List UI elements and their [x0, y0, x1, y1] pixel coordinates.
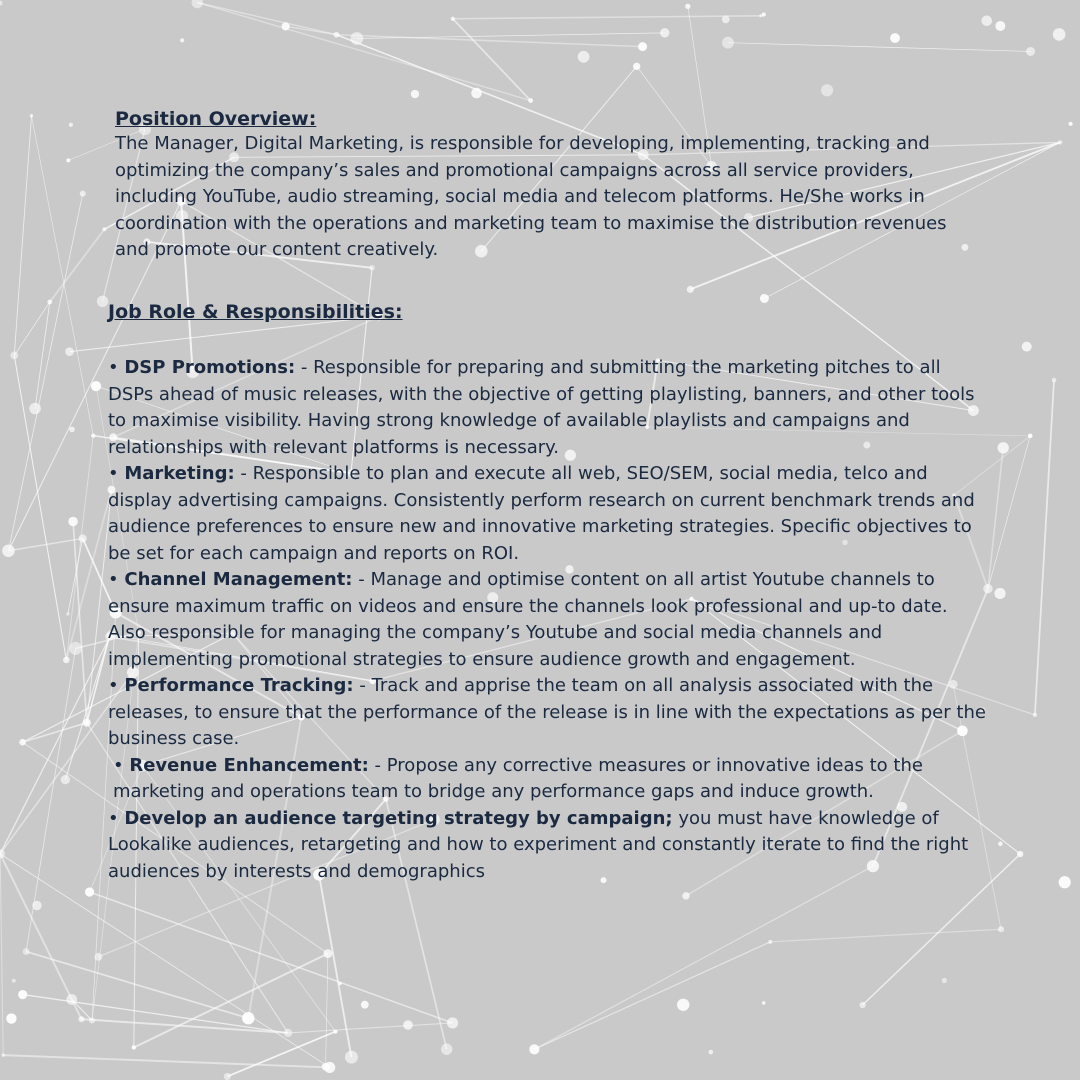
- list-item: [108, 806, 988, 886]
- overview-text: The Manager, Digital Marketing, is responsible for developing, implementing, tracking and optimizing the company’s sales and promotional campaigns across all service providers, including YouTube, audio streaming, social media and telecom platforms. He/She works in coordination with the operations and marketing team to maximise the distribution revenues and promote our content creatively.: [115, 133, 947, 260]
- item-text: - Track and apprise the team on all analysis associated with the releases, to ensure that the performance of the release is in line with the expectations as per the business case.: [108, 675, 986, 749]
- bullet: •: [108, 357, 119, 378]
- responsibilities-list: [108, 355, 988, 885]
- item-label: Revenue Enhancement:: [129, 754, 369, 776]
- item-text: - Manage and optimise content on all artist Youtube channels to ensure maximum traffic on videos and ensure the channels look professional and up-to date. Also responsible for managing the company’s Youtube and social media channels and implementing promotional strategies to ensure audience growth and engagement.: [108, 569, 948, 670]
- item-label: Marketing:: [124, 463, 235, 484]
- item-text: you must have knowledge of Lookalike audiences, retargeting and how to experiment and constantly iterate to find the right audiences by interests and demographics: [108, 807, 969, 882]
- item-label: Channel Management:: [124, 569, 353, 590]
- overview-heading: Position Overview:: [115, 108, 317, 130]
- item-label: Performance Tracking:: [124, 675, 354, 696]
- item-text: - Responsible to plan and execute all web, SEO/SEM, social media, telco and display advertising campaigns. Consistently perform research on current benchmark trends and audience preferences to ensure new and innovative marketing strategies. Specific objectives to be set for each campaign and reports on ROI.: [108, 463, 975, 564]
- responsibilities-heading: Job Role & Responsibilities:: [108, 301, 403, 323]
- list-item: [108, 673, 988, 753]
- item-label: Develop an audience targeting strategy by campaign;: [124, 807, 673, 829]
- list-item: [108, 753, 988, 806]
- list-item: [108, 567, 988, 673]
- item-label: DSP Promotions:: [124, 357, 296, 378]
- item-text: - Propose any corrective measures or innovative ideas to the marketing and operations team to bridge any performance gaps and induce growth.: [113, 754, 923, 802]
- bullet: •: [108, 675, 119, 696]
- list-item: [108, 355, 988, 461]
- item-text: - Responsible for preparing and submitting the marketing pitches to all DSPs ahead of music releases, with the objective of getting playlisting, banners, and other tools to maximise visibility. Having strong knowledge of available playlists and campaigns and relationships with relevant platforms is necessary.: [108, 357, 975, 458]
- bullet: •: [108, 807, 119, 829]
- bullet: •: [108, 569, 119, 590]
- bullet: •: [108, 463, 119, 484]
- list-item: [108, 461, 988, 567]
- bullet: •: [113, 754, 124, 776]
